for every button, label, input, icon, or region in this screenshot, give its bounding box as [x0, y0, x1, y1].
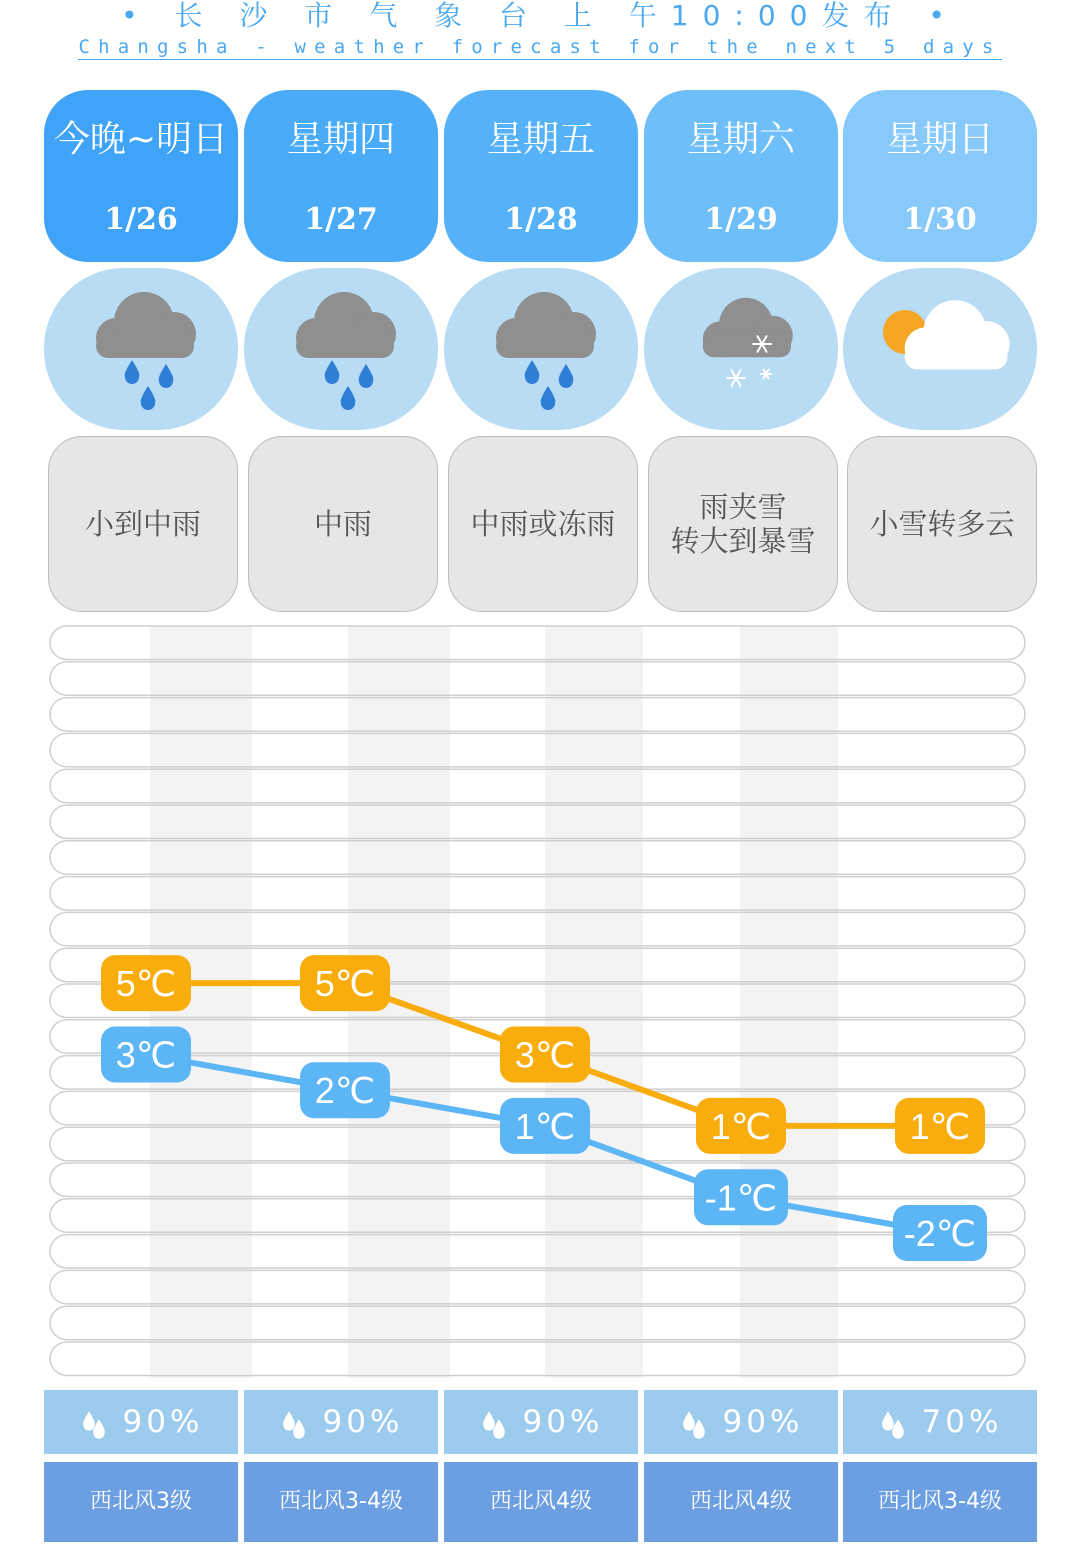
humidity-value: 70% [921, 1404, 1003, 1440]
weather-icon-card [843, 268, 1037, 430]
day-date: 1/27 [304, 202, 378, 237]
weather-description: 雨夹雪 转大到暴雪 [648, 436, 838, 612]
day-name: 星期五 [486, 119, 595, 160]
page-subtitle [0, 36, 1080, 58]
wind-cell: 西北风3-4级 [843, 1462, 1037, 1542]
day-name: 今晚~明日 [53, 119, 229, 160]
low-temp-label: 2℃ [314, 1070, 376, 1112]
wind-cell: 西北风4级 [644, 1462, 838, 1542]
day-name: 星期四 [286, 119, 395, 160]
low-temp-label: 3℃ [115, 1034, 177, 1076]
humidity-cell [843, 1390, 1037, 1454]
day-date: 1/26 [104, 202, 178, 237]
wind-cell: 西北风3-4级 [244, 1462, 438, 1542]
snow-icon [644, 268, 838, 430]
day-card[interactable] [244, 90, 438, 262]
day-date: 1/28 [504, 202, 578, 237]
weather-icon-card [644, 268, 838, 430]
humidity-value: 90% [722, 1404, 804, 1440]
humidity-cell [44, 1390, 238, 1454]
humidity-drop-icon [878, 1407, 908, 1441]
subtitle-text: Changsha - weather forecast for the next 5 days [78, 36, 1002, 58]
low-temp-label: -1℃ [704, 1177, 778, 1219]
temperature-chart-svg [0, 620, 1080, 1385]
weather-description: 中雨或冻雨 [448, 436, 638, 612]
humidity-drop-icon [79, 1407, 109, 1441]
partly-cloudy-icon [843, 268, 1037, 430]
weather-icon-card [444, 268, 638, 430]
humidity-drop-icon [479, 1407, 509, 1441]
weather-description: 小到中雨 [48, 436, 238, 612]
high-temp-label: 5℃ [314, 963, 376, 1005]
header [0, 0, 1080, 70]
weather-icon-card [44, 268, 238, 430]
day-card[interactable] [843, 90, 1037, 262]
high-temp-label: 1℃ [710, 1105, 772, 1147]
day-date: 1/29 [704, 202, 778, 237]
day-card[interactable] [44, 90, 238, 262]
weather-description: 小雪转多云 [847, 436, 1037, 612]
low-temp-label: -2℃ [903, 1212, 977, 1254]
page-title: • 长 沙 市 气 象 台 上 午10:00发布 • [121, 0, 959, 32]
weather-icon-card [244, 268, 438, 430]
rain-icon [44, 268, 238, 430]
low-temp-label: 1℃ [514, 1105, 576, 1147]
rain-icon [444, 268, 638, 430]
humidity-cell [244, 1390, 438, 1454]
day-card[interactable] [444, 90, 638, 262]
humidity-cell [644, 1390, 838, 1454]
humidity-value: 90% [322, 1404, 404, 1440]
day-name: 星期日 [885, 119, 994, 160]
humidity-drop-icon [679, 1407, 709, 1441]
high-temp-label: 5℃ [115, 963, 177, 1005]
day-name: 星期六 [686, 119, 795, 160]
humidity-drop-icon [279, 1407, 309, 1441]
rain-icon [244, 268, 438, 430]
humidity-value: 90% [522, 1404, 604, 1440]
day-date: 1/30 [903, 202, 977, 237]
high-temp-label: 3℃ [514, 1034, 576, 1076]
humidity-value: 90% [122, 1404, 204, 1440]
high-temp-label: 1℃ [909, 1105, 971, 1147]
day-card[interactable] [644, 90, 838, 262]
wind-cell: 西北风4级 [444, 1462, 638, 1542]
temperature-chart [0, 620, 1080, 1385]
humidity-cell [444, 1390, 638, 1454]
wind-cell: 西北风3级 [44, 1462, 238, 1542]
weather-description: 中雨 [248, 436, 438, 612]
